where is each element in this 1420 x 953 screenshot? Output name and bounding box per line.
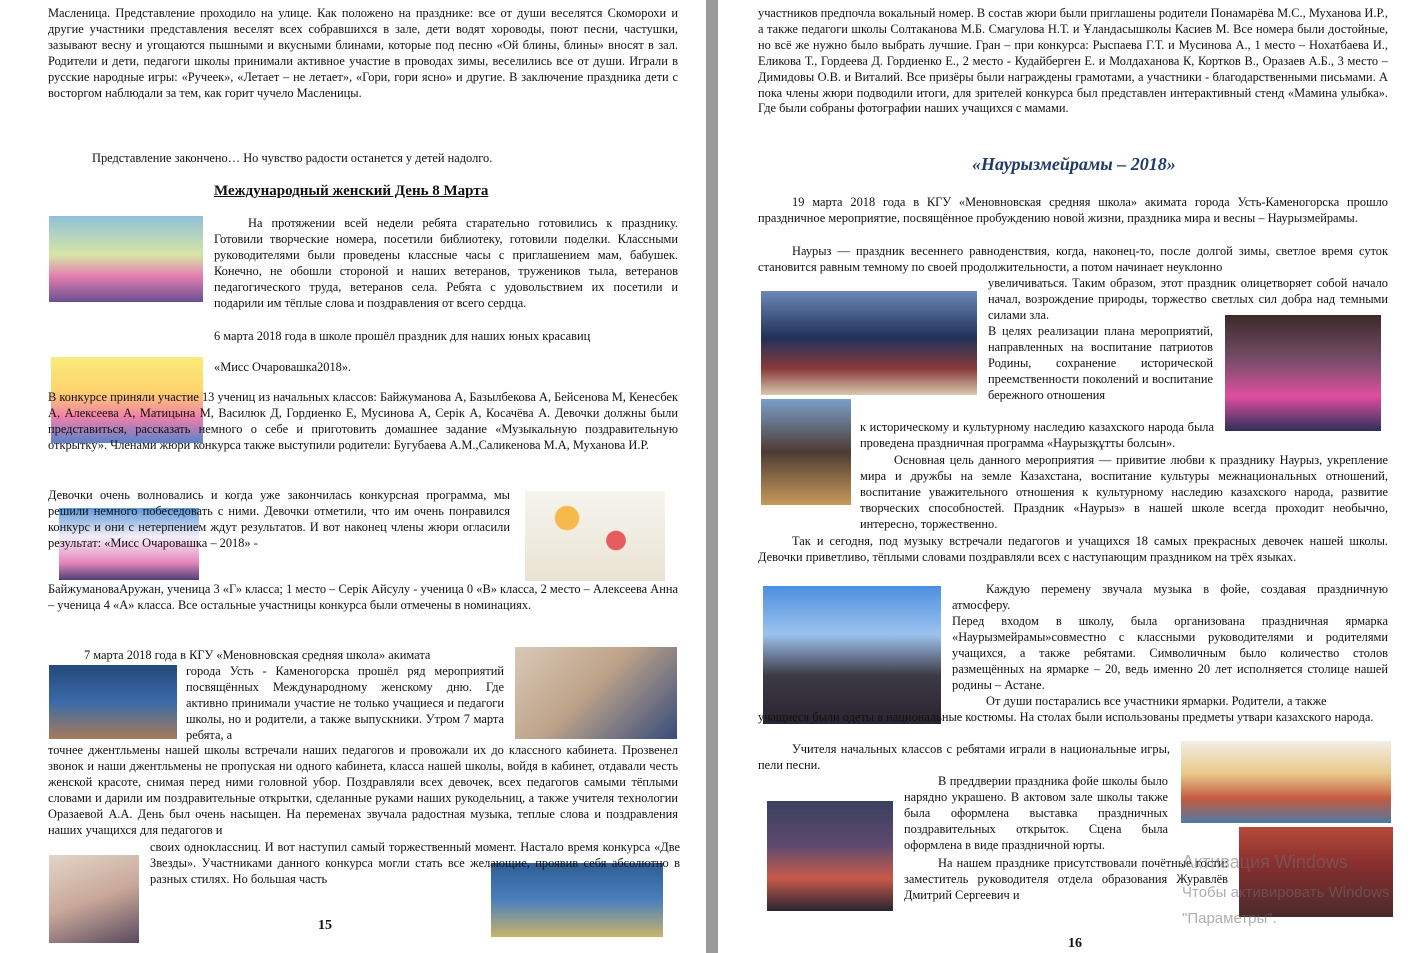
photo-mother-son bbox=[514, 646, 678, 740]
paragraph-foyer-decorated: В преддверии праздника фойе школы было нарядно украшено. В актовом зале школы также была оформлена выставка праздничных поздравительных открыток. Сцена была оформлена в виде праздничной юрты. bbox=[904, 774, 1168, 852]
page-number-15: 15 bbox=[318, 918, 332, 933]
paragraph-girls-worried bbox=[48, 488, 510, 552]
paragraph-maslenitsa: Масленица. Представление проходило на улице. Как положено на празднике: все от души веселятся Скоморохи и другие участники представления веселят всех собравшихся в зале, дети водят хороводы, поют песни, частушки, зазывают весну и угощаются пышными и вкусными блинами, которые под песню «Ой блины, блины» вносят в зал. Родители и дети, педагоги школы принимали активное участие в проводах зимы, веселились все от души. Играли в русские народные игры: «Ручеек», «Летает – не летает», «Гори, гори ясно» и другие. В заключение праздника дети с восторгом наблюдали за тем, как горит чучело Масленицы. bbox=[48, 6, 678, 100]
section-title-march-8: Международный женский День 8 Марта bbox=[214, 183, 489, 199]
windows-activation-watermark: Активация Windows bbox=[1182, 852, 1348, 872]
paragraph-greeting-girls: Так и сегодня, под музыку встречали педагогов и учащихся 18 самых прекрасных девочек нашей школы. Девочки приветливо, тёплыми словами поздравляли всех с наступающим праздником на трёх языках. bbox=[758, 534, 1388, 564]
page-number-16: 16 bbox=[1068, 936, 1082, 951]
paragraph-guests: На нашем празднике присутствовали почётные гости: заместитель руководителя отдела образования Журавлёв Дмитрий Сергеевич и bbox=[904, 856, 1228, 902]
paragraph-nauryz-growing: увеличиваться. Таким образом, этот праздник олицетворяет собой начало начал, возрождение природы, торжество светлых сил добра над темными силами зла. bbox=[988, 276, 1388, 322]
photo-girls-stage bbox=[48, 215, 204, 303]
section-title-nauryz: «Наурызмейрамы – 2018» bbox=[972, 154, 1176, 174]
paragraph-participants: В конкурсе приняли участие 13 учениц из начальных классов: Байжуманова А, Базылбекова А, Бейсенова М, Кенесбек А, Алексеева А, Матицына М, Василюк Д, Гордиенко Е, Мусинова А, Серік А, Косачёва А. Девочки должны были представиться, рассказать немного о себе и приготовить домашнее задание «Музыкальную поздравительную открытку». Членами жюри конкурса также выступили родители: Бугубаева А.М.,Саликенова М.А, Муханова И.Р. bbox=[48, 390, 678, 452]
paragraph-miss-date: 6 марта 2018 года в школе прошёл праздник для наших юных красавиц bbox=[214, 329, 591, 343]
paragraph-performance-ended: Представление закончено… Но чувство радости останется у детей надолго. bbox=[92, 151, 493, 165]
paragraph-nauryz-equinox: Наурыз — праздник весеннего равноденствия, когда, наконец-то, после долгой зимы, светлое время суток становится равным темному по своей продолжительности, а потом начинает неуклонно bbox=[758, 244, 1388, 274]
paragraph-march7-intro: 7 марта 2018 года в КГУ «Меновновская средняя школа» акимата bbox=[84, 648, 431, 662]
paragraph-costumes: учащиеся были одеты в национальные костюмы. На столах были использованы предметы утвари казахского народа. bbox=[758, 710, 1374, 724]
paragraph-jury: участников предпочла вокальный номер. В состав жюри были приглашены родители Понамарёва М.С., Муханова И.Р., а также педагоги школы Солтаканова М.Б. Смагулова Н.Т. и Ұландасышколы Касиев М. Все номера были достойные, но всё же нужно было выбрать лучшие. Гран – при конкурса: Рыспаева Г.Т. и Мусинова А., 1 место – Нохатбаева И., Еликова Т., Гордеева Д. Гордиенко Е., 2 место - Кудайберген Е. и Молдаханова К, Кортков В., Оразаев А.Б., 3 место – Димидовы О.В. и Виталий. Все призёры были награждены грамотами, а участники - благодарственными письмами. А пока члены жюри подводили итоги, для зрителей конкурса был представлен интерактивный стенд «Мамина улыбка». Где были собраны фотографии наших учащихся с мамами. bbox=[758, 6, 1388, 116]
photo-dancers bbox=[1224, 314, 1382, 432]
text-girls-worried: Девочки очень волновались и когда уже закончилась конкурсная программа, мы решили немного побеседовать с ними. Девочки отметили, что им очень понравился конкурс и они с нетерпением ждут результатов. И вот наконец члены жюри огласили результат: «Мисс Очаровашка – 2018» - bbox=[48, 488, 510, 550]
photo-teacher-girl bbox=[48, 854, 140, 944]
windows-activation-hint: Чтобы активировать Windows bbox=[1182, 884, 1390, 901]
paragraph-gentlemen: точнее джентльмены нашей школы встречали наших педагогов и провожали их до классного кабинета. Прозвенел звонок и наши джентльмены не пропуская ни одного кабинета, класса нашей школы, войдя в кабинет, отдавали честь женской красоте, снимая перед ними головной убор. Поздравляли всех девочек, всех педагогов самыми тёплыми словами и дарили им поздравительные открытки, сделанные руками наших рукодельниц, а также учителя технологии Оразаевой А.А. День был очень насыщен. На переменах звучала радостная музыка, теплые слова и поздравления наших учащихся для педагогов и bbox=[48, 743, 678, 837]
photo-fair-table bbox=[760, 398, 852, 506]
page-15 bbox=[0, 0, 706, 953]
paragraph-participants-tried: От души постарались все участники ярмарки. Родители, а также bbox=[986, 694, 1327, 708]
paragraph-results: БайжумановаАружан, ученица 3 «Г» класса; 1 место – Серік Айсулу - ученица 0 «В» класса, 2 место – Алексеева Анна – ученица 4 «А» класса. Все остальные участницы конкурса были отмечены в номинациях. bbox=[48, 582, 678, 612]
paragraph-miss-title: «Мисс Очаровашка2018». bbox=[214, 360, 352, 374]
text-two-stars: своих одноклассниц. И вот наступил самый торжественный момент. Настало время конкурса «Две Звезды». Участниками данного конкурса могли стать все желающие, проявив себя абсолютно в разных стилях. Но большая часть bbox=[150, 840, 680, 886]
page-16 bbox=[718, 0, 1420, 953]
paragraph-program: к историческому и культурному наследию казахского народа была проведена праздничная программа «Наурызқұтты болсын». bbox=[860, 420, 1214, 450]
paragraph-two-stars bbox=[150, 840, 680, 888]
photo-poster-eights bbox=[524, 490, 666, 582]
paragraph-march7-events: города Усть - Каменогорска прошёл ряд мероприятий посвящённых Международному женскому дню. Где активно принимали участие не только учащиеся и педагоги школы, но и родители, а также выпускники. Утром 7 марта ребята, а bbox=[186, 664, 504, 742]
photo-students-library bbox=[760, 290, 978, 396]
paragraph-teachers-games: Учителя начальных классов с ребятами играли в национальные игры, пели песни. bbox=[758, 742, 1170, 772]
paragraph-main-goal: Основная цель данного мероприятия — привитие любви к празднику Наурыз, укрепление мира и дружбы на земле Казахстана, воспитание культуры межнациональных отношений, воспитание уважительного отношения к культурному наследию казахского народа, развитие творческих способностей. Праздник «Наурыз» в нашей школе всегда проходит необычно, интересно, торжественно. bbox=[860, 453, 1388, 531]
paragraph-preparation-1: На протяжении всей недели ребята старательно готовились к празднику. Готовили творческие номера, посетили библиотеку, готовили поделки. Классными руководителями были проведены классные часы с приглашением мам, бабушек. Конечно, не обошли стороной и наших ветеранов, тружеников тыла, ветеранов педагогического труда, ветеранов села. Ребята с удовольствием их посетили и подарили им тёплые слова и поздравления от всего сердца. bbox=[214, 216, 678, 310]
photo-crowd-outdoors bbox=[762, 585, 942, 725]
photo-stage-yurt bbox=[766, 800, 894, 912]
paragraph-fair: Перед входом в школу, была организована праздничная ярмарка «Наурызмейрамы»совместно с классными руководителями и родителями учащихся, а также ребятами. Символичным было количество столов размещённых на ярмарке – 20, ведь именно 20 лет исполняется столице нашей родины – Астане. bbox=[952, 614, 1388, 692]
paragraph-plan-goals: В целях реализации плана мероприятий, направленных на воспитание патриотов Родины, сохранение исторической преемственности поколений и воспитание бережного отношения bbox=[988, 324, 1213, 402]
photo-exhibition-wall bbox=[1180, 740, 1392, 824]
windows-activation-settings: "Параметры". bbox=[1182, 910, 1277, 927]
paragraph-music-foyer: Каждую перемену звучала музыка в фойе, создавая праздничную атмосферу. bbox=[952, 582, 1388, 612]
photo-stage-screen bbox=[48, 664, 178, 740]
paragraph-nauryz-intro: 19 марта 2018 года в КГУ «Меновновская средняя школа» акимата города Усть-Каменогорска прошло праздничное мероприятие, посвящённое пробуждению новой жизни, праздника мира и весны – Наурызмейрамы. bbox=[758, 195, 1388, 225]
